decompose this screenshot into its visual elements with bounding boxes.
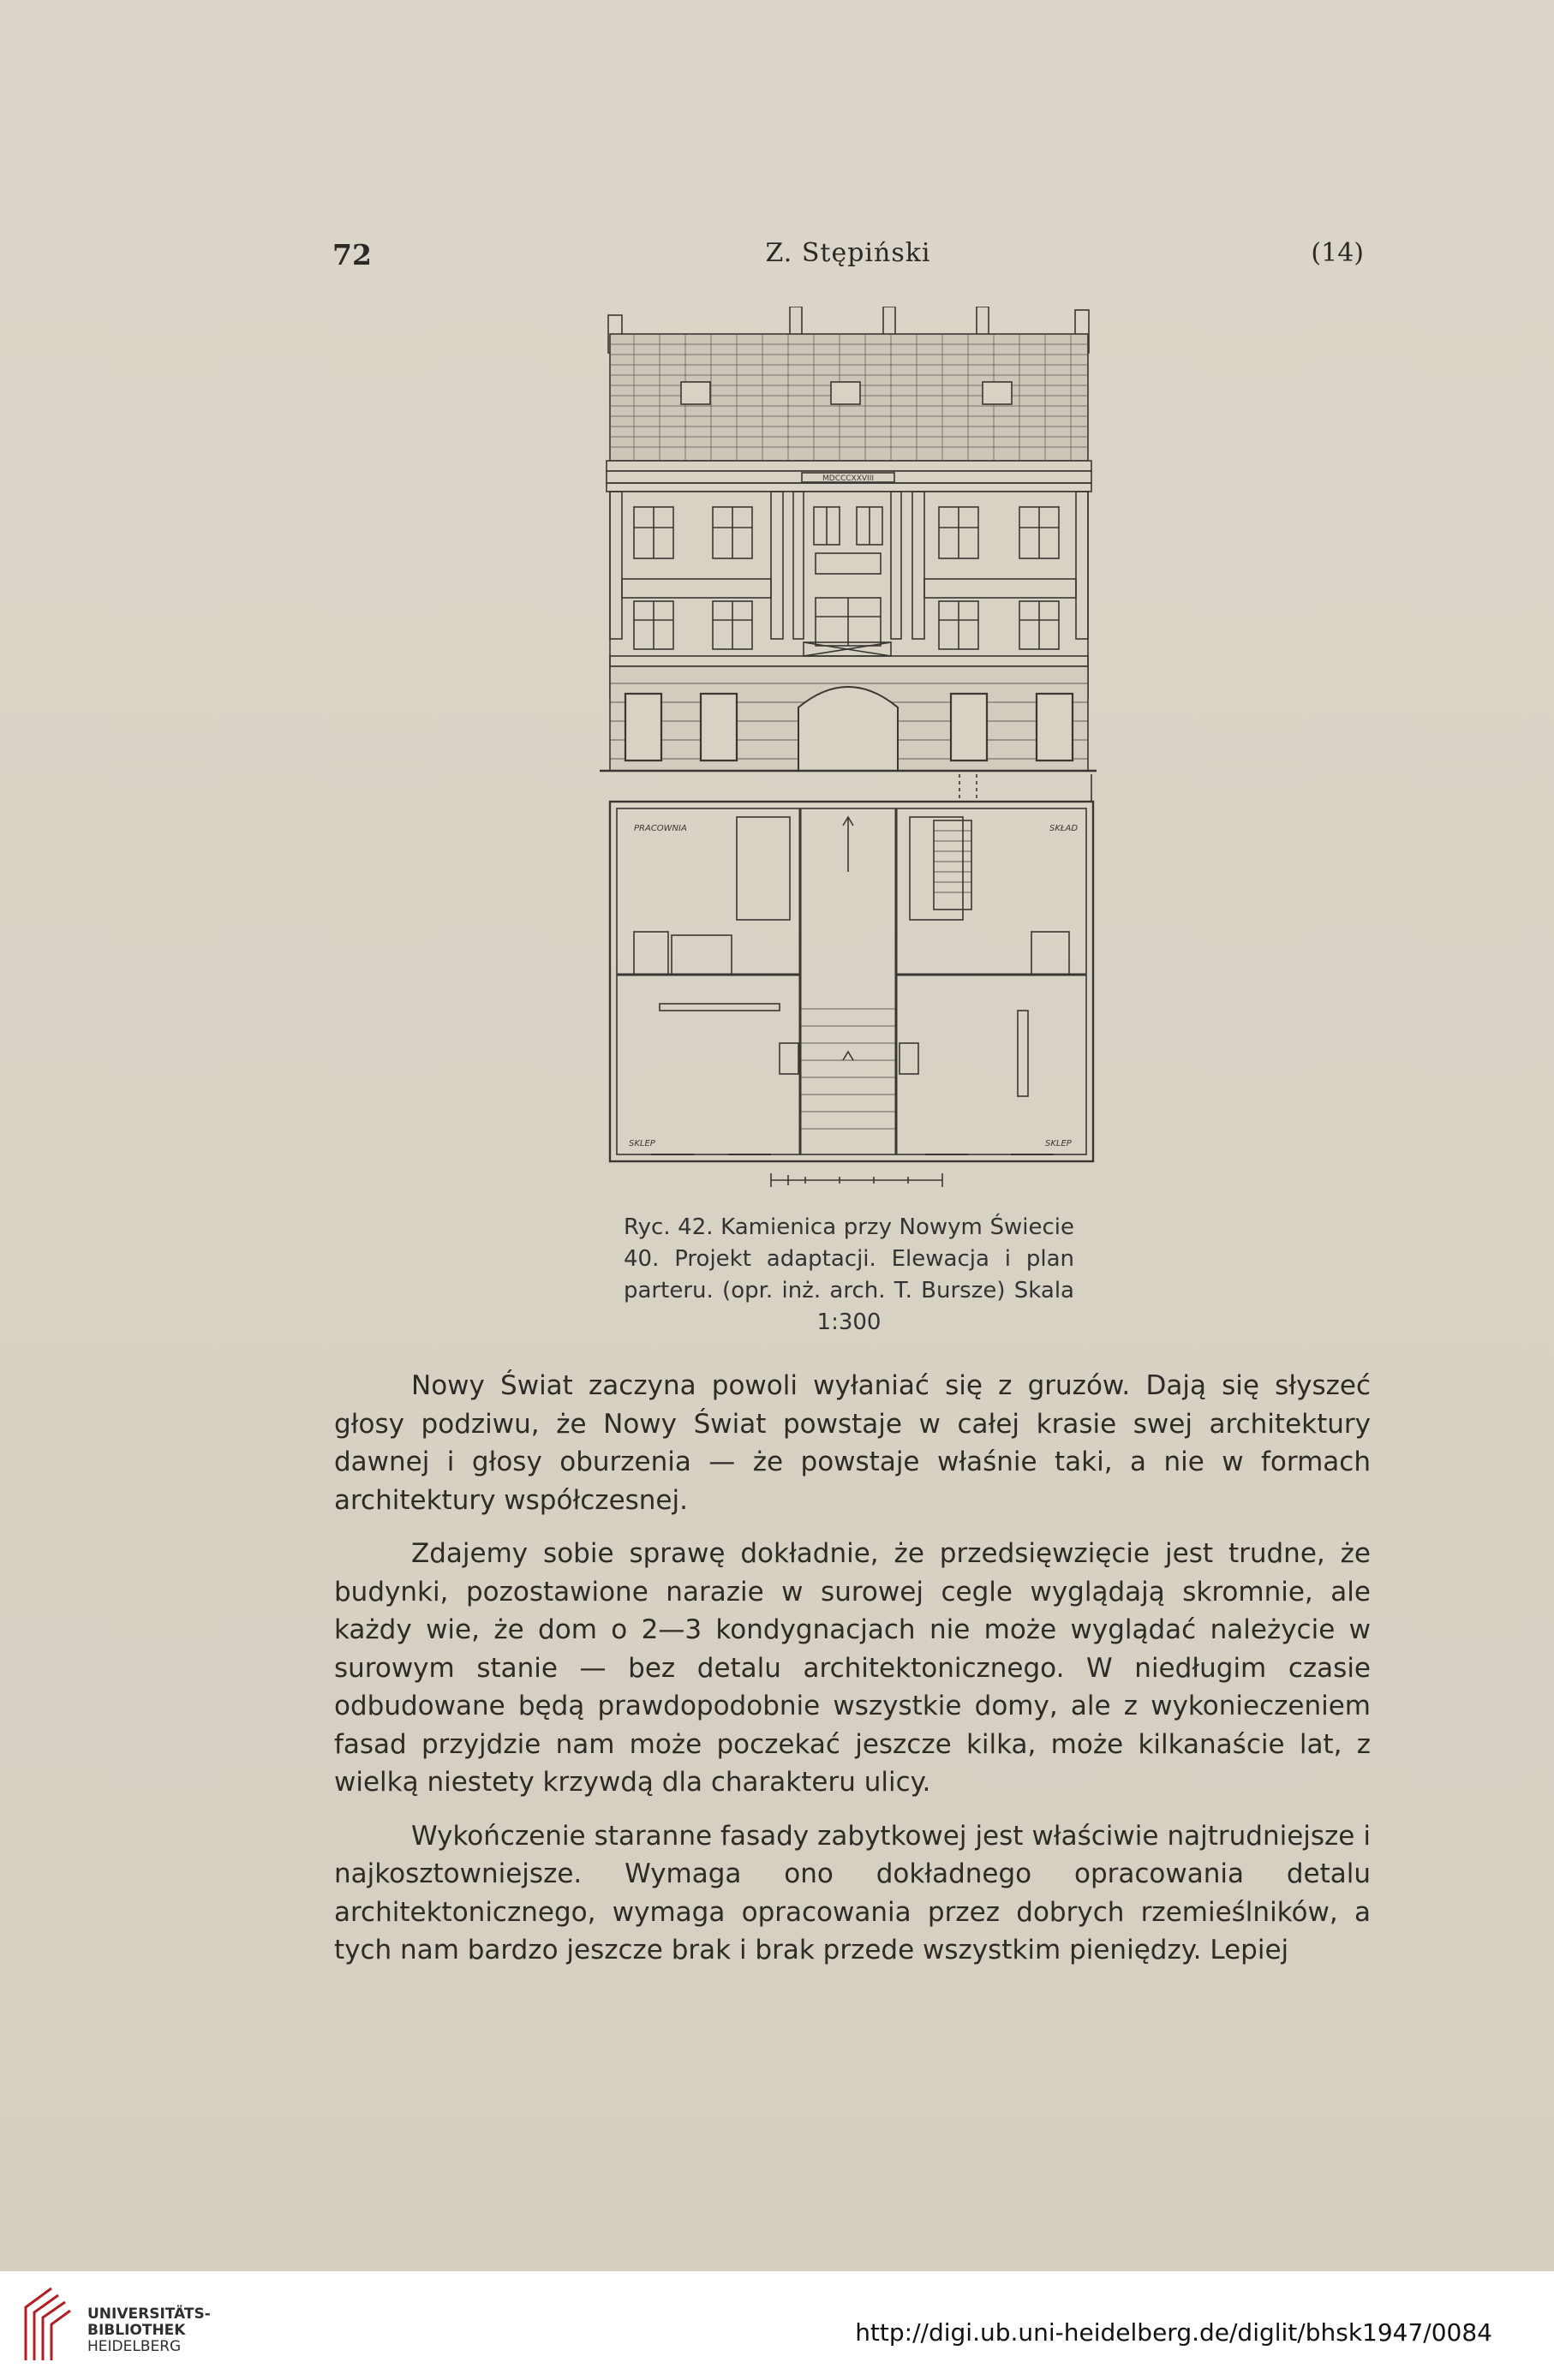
library-logo-icon[interactable] xyxy=(17,2282,77,2367)
section-number: (14) xyxy=(1311,238,1364,268)
plan-label-storage: SKŁAD xyxy=(1049,824,1079,833)
scale-bar xyxy=(771,1173,942,1187)
figure-caption: Ryc. 42. Kamienica przy Nowym Świecie 40. Projekt adaptacji. Elewacja i plan parteru. (opr. inż. arch. T. Bursze) Skala 1:300 xyxy=(624,1214,1074,1335)
elevation-inscription: MDCCCXXVIII xyxy=(822,474,874,483)
architectural-figure xyxy=(600,307,1114,1197)
paragraph: Zdajemy sobie sprawę dokładnie, że przedsięwzięcie jest trudne, że budynki, pozostawione narazie w surowej cegle wyglądają skromnie, ale każdy wie, że dom o 2—3 kondygnacjach nie może wyglądać należycie w surowym stanie — bez detalu architektonicznego. W niedługim czasie odbudowane będą prawdopodobnie wszystkie domy, ale z wykonieczeniem fasad przyjdzie nam może poczekać jeszcze kilka, może kilkanaście lat, z wielką niestety krzywdą dla charakteru ulicy. xyxy=(334,1538,1371,1798)
paragraph: Nowy Świat zaczyna powoli wyłaniać się z gruzów. Dają się słyszeć głosy podziwu, że Nowy Świat powstaje w całej krasie swej architektury dawnej i głosy oburzenia — że powstaje właśnie taki, a nie w formach architektury współczesnej. xyxy=(334,1370,1371,1516)
plan-label-workshop: PRACOWNIA xyxy=(634,824,687,833)
running-header xyxy=(332,238,1364,281)
paragraph: Wykończenie staranne fasady zabytkowej jest właściwie najtrudniejsze i najkosztowniejsze. Wymaga ono dokładnego opracowania detalu architektonicznego, wymaga opracowania przez dobrych rzemieślników, a tych nam bardzo jeszcze brak i brak przede wszystkim pieniędzy. Lepiej xyxy=(334,1820,1371,1965)
permalink-url[interactable]: http://digi.ub.uni-heidelberg.de/diglit/bhsk1947/0084 xyxy=(855,2318,1492,2347)
body-text xyxy=(334,1367,1371,1985)
running-author: Z. Stępiński xyxy=(765,238,931,268)
library-name[interactable]: UNIVERSITÄTS- BIBLIOTHEK HEIDELBERG xyxy=(87,2305,211,2355)
elevation-drawing xyxy=(600,307,1097,771)
plan-label-shop-left: SKLEP xyxy=(629,1139,655,1148)
elevation-and-plan-drawing xyxy=(600,307,1114,1197)
plan-label-shop-right: SKLEP xyxy=(1045,1139,1072,1148)
page-number: 72 xyxy=(332,238,372,271)
